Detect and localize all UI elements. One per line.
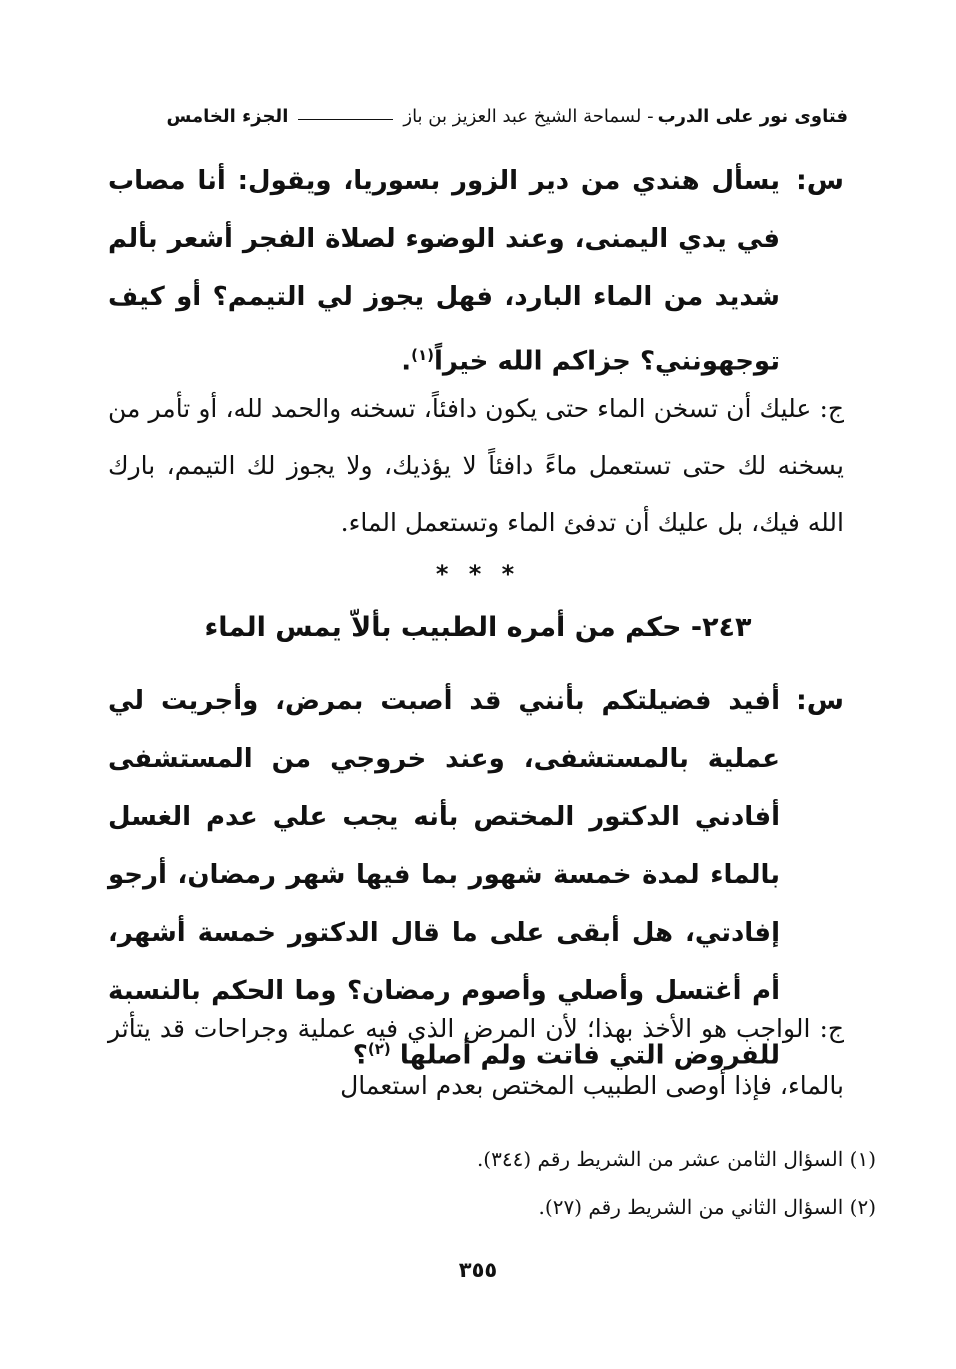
- question-1-footnote-ref: (١): [411, 346, 434, 364]
- section-separator: * * *: [435, 560, 521, 588]
- answer-2-text: الواجب هو الأخذ بهذا؛ لأن المرض الذي فيه عملية وجراحات قد يتأثر بالماء، فإذا أوصى الطبيب المختص بعدم استعمال: [108, 1014, 844, 1100]
- header-volume: الجزء الخامس: [166, 105, 289, 127]
- question-1-prefix: س:: [795, 165, 844, 196]
- question-1-end: .: [401, 346, 412, 377]
- question-2-end: ؟: [352, 1040, 368, 1071]
- page-number: ٣٥٥: [458, 1258, 498, 1282]
- question-1-text-wrapper: [108, 152, 780, 391]
- running-header: [108, 96, 848, 136]
- header-dash-rule: [298, 119, 393, 120]
- footnote-2: (٢) السؤال الثاني من الشريط رقم (٢٧).: [538, 1195, 876, 1219]
- answer-1-prefix: ج:: [819, 394, 844, 423]
- question-2-footnote-ref: (٢): [367, 1040, 391, 1058]
- footnotes: [108, 1135, 876, 1231]
- footnote-1: (١) السؤال الثامن عشر من الشريط رقم (٣٤٤).: [476, 1147, 876, 1171]
- question-2-text: أفيد فضيلتكم بأنني قد أصبت بمرض، وأجريت لي عملية بالمستشفى، وعند خروجي من المستشفى أفادني الدكتور المختص بأنه يجب علي عدم الغسل بالماء لمدة خمسة شهور بما فيها شهر رمضان، أرجو إفادتي، هل أبقى على ما قال الدكتور خمسة أشهر، أم أغتسل وأصلي وأصوم رمضان؟ وما الحكم بالنسبة للفروض التي فاتت ولم أصلها: [108, 686, 780, 1071]
- question-2-prefix: س:: [795, 685, 844, 716]
- answer-2-prefix: ج:: [819, 1014, 844, 1043]
- header-book-title: فتاوى نور على الدرب: [657, 105, 848, 127]
- answer-2: [108, 1000, 844, 1114]
- header-author: - لسماحة الشيخ عبد العزيز بن باز: [403, 105, 654, 127]
- answer-1: [108, 380, 844, 551]
- section-heading: ٢٤٣- حكم من أمره الطبيب بألاّ يمس الماء: [204, 612, 752, 643]
- question-1-text: يسأل هندي من دير الزور بسوريا، ويقول: أنا مصاب في يدي اليمنى، وعند الوضوء لصلاة الفجر أشعر بألم شديد من الماء البارد، فهل يجوز لي التيمم؟ أو كيف توجهونني؟ جزاكم الله خيراً: [108, 166, 780, 377]
- answer-1-text: عليك أن تسخن الماء حتى يكون دافئاً، تسخنه والحمد لله، أو تأمر من يسخنه لك حتى تستعمل ماءً دافئاً لا يؤذيك، ولا يجوز لك التيمم، بارك الله فيك، بل عليك أن تدفئ الماء وتستعمل الماء.: [108, 394, 844, 537]
- question-1: [108, 152, 844, 391]
